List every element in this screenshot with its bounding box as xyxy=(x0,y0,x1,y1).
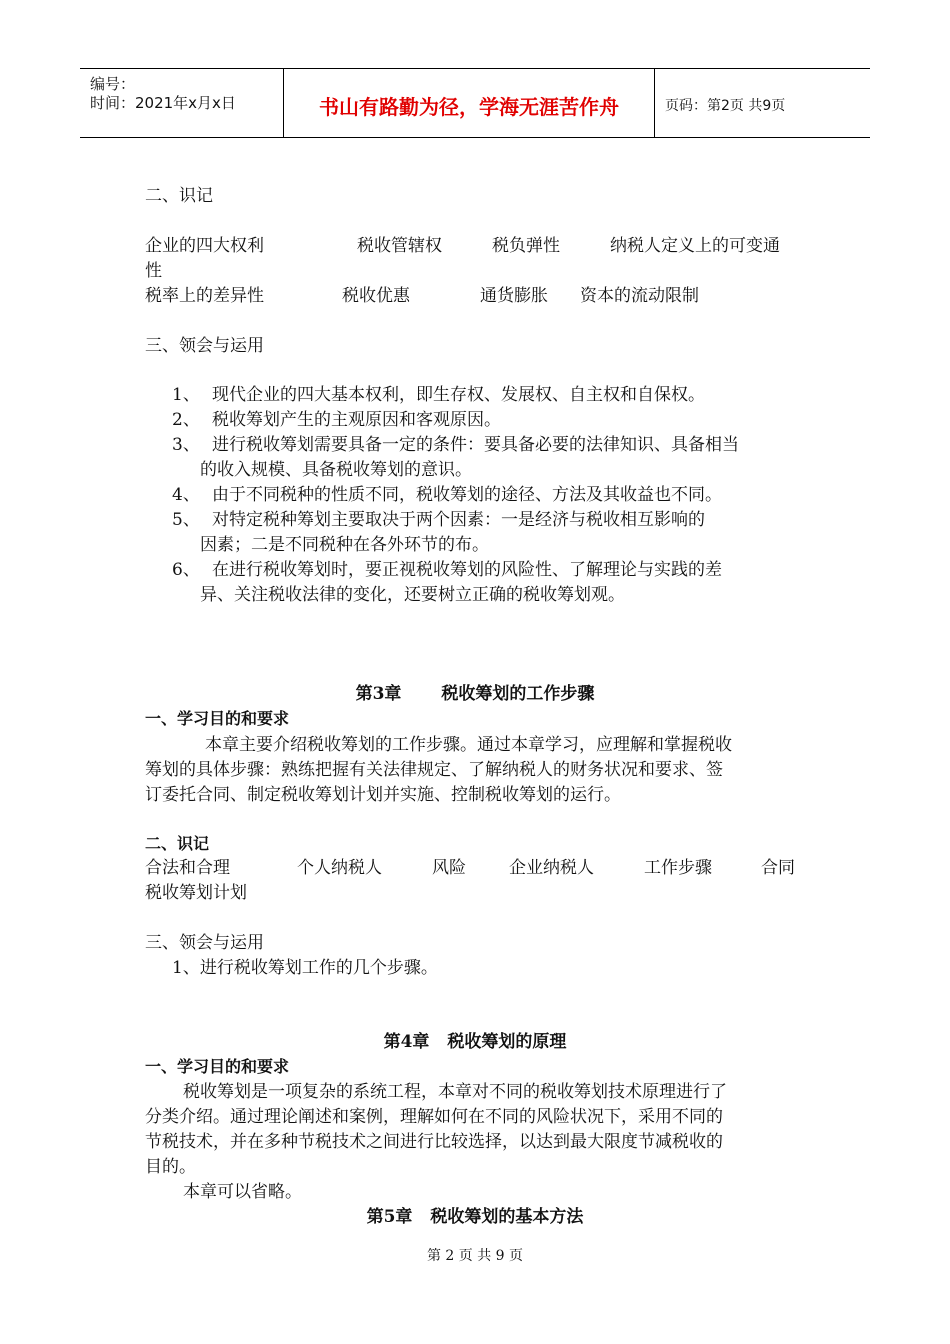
chapter-number: 第4章 xyxy=(383,1032,430,1052)
chapter-name: 税收筹划的工作步骤 xyxy=(441,684,595,704)
header-page-label: 页码：第2页 共9页 xyxy=(665,98,786,114)
section-heading-recall: 二、识记 xyxy=(145,834,210,853)
term: 税收管辖权 xyxy=(357,236,442,256)
term: 合同 xyxy=(761,858,795,878)
header-motto-cell xyxy=(284,69,655,137)
section-heading-goals: 一、学习目的和要求 xyxy=(145,709,290,728)
chapter-number: 第5章 xyxy=(366,1207,413,1227)
term: 合法和合理 xyxy=(145,858,230,878)
section-heading-goals: 一、学习目的和要求 xyxy=(145,1057,290,1076)
list-item-text-cont: 异、关注税收法律的变化，还要树立正确的税收筹划观。 xyxy=(200,585,625,605)
chapter-number: 第3章 xyxy=(355,684,402,704)
list-item xyxy=(172,408,501,432)
list-item-text: 现代企业的四大基本权利，即生存权、发展权、自主权和自保权。 xyxy=(212,385,705,405)
term: 风险 xyxy=(432,858,466,878)
term: 企业纳税人 xyxy=(509,858,594,878)
list-item: 1、进行税收筹划工作的几个步骤。 xyxy=(172,958,438,978)
paragraph-line: 节税技术，并在多种节税技术之间进行比较选择，以达到最大限度节减税收的 xyxy=(145,1132,723,1152)
list-item xyxy=(172,383,705,407)
list-item-number: 6、 xyxy=(172,560,200,580)
list-item-text: 在进行税收筹划时，要正视税收筹划的风险性、了解理论与实践的差 xyxy=(212,560,722,580)
section-heading-apply: 三、领会与运用 xyxy=(145,336,264,356)
list-item xyxy=(172,558,722,582)
term: 资本的流动限制 xyxy=(580,286,699,306)
term: 工作步骤 xyxy=(644,858,712,878)
chapter-title-5 xyxy=(0,1205,950,1229)
list-item xyxy=(172,433,739,457)
terms-row xyxy=(145,234,780,258)
paragraph-line: 本章主要介绍税收筹划的工作步骤。通过本章学习，应理解和掌握税收 xyxy=(205,735,732,755)
section-heading-recall: 二、识记 xyxy=(145,186,213,206)
list-item xyxy=(172,508,705,532)
paragraph-line: 订委托合同、制定税收筹划计划并实施、控制税收筹划的运行。 xyxy=(145,785,621,805)
list-item-text: 税收筹划产生的主观原因和客观原因。 xyxy=(212,410,501,430)
list-item-text: 进行税收筹划需要具备一定的条件：要具备必要的法律知识、具备相当 xyxy=(212,435,739,455)
list-item-text: 由于不同税种的性质不同，税收筹划的途径、方法及其收益也不同。 xyxy=(212,485,722,505)
list-item-number: 1、 xyxy=(172,385,200,405)
header-meta-cell xyxy=(80,69,284,137)
term: 税率上的差异性 xyxy=(145,286,264,306)
paragraph-line: 本章可以省略。 xyxy=(183,1182,302,1202)
chapter-title-4 xyxy=(0,1030,950,1054)
list-item-text-cont: 因素；二是不同税种在各外环节的布。 xyxy=(200,535,489,555)
header-motto: 书山有路勤为径，学海无涯苦作舟 xyxy=(319,95,619,119)
term: 税收优惠 xyxy=(342,286,410,306)
paragraph-line: 分类介绍。通过理论阐述和案例，理解如何在不同的风险状况下，采用不同的 xyxy=(145,1107,723,1127)
paragraph-line: 税收筹划是一项复杂的系统工程，本章对不同的税收筹划技术原理进行了 xyxy=(183,1082,727,1102)
list-item-number: 2、 xyxy=(172,410,200,430)
chapter-title-3 xyxy=(0,682,950,706)
page-header xyxy=(80,68,870,138)
document-time-label: 时间：2021年x月x日 xyxy=(90,94,236,112)
list-item-number: 5、 xyxy=(172,510,200,530)
term: 纳税人定义上的可变通 xyxy=(610,236,780,256)
term-continuation: 性 xyxy=(145,261,162,281)
section-heading-apply: 三、领会与运用 xyxy=(145,933,264,953)
page-footer: 第 2 页 共 9 页 xyxy=(426,1248,524,1264)
terms-row xyxy=(145,284,699,308)
list-item-number: 4、 xyxy=(172,485,200,505)
list-item-text: 对特定税种筹划主要取决于两个因素：一是经济与税收相互影响的 xyxy=(212,510,705,530)
term: 税收筹划计划 xyxy=(145,883,247,903)
document-number-label: 编号： xyxy=(90,75,136,93)
term: 企业的四大权利 xyxy=(145,236,264,256)
list-item-number: 3、 xyxy=(172,435,200,455)
term: 税负弹性 xyxy=(492,236,560,256)
list-item-text-cont: 的收入规模、具备税收筹划的意识。 xyxy=(200,460,472,480)
paragraph-line: 目的。 xyxy=(145,1157,196,1177)
paragraph-line: 筹划的具体步骤：熟练把握有关法律规定、了解纳税人的财务状况和要求、签 xyxy=(145,760,723,780)
chapter-name: 税收筹划的原理 xyxy=(447,1032,567,1052)
term: 通货膨胀 xyxy=(480,286,548,306)
chapter-name: 税收筹划的基本方法 xyxy=(430,1207,584,1227)
list-item xyxy=(172,483,722,507)
terms-row xyxy=(145,856,795,880)
header-page-cell xyxy=(655,69,870,137)
term: 个人纳税人 xyxy=(297,858,382,878)
